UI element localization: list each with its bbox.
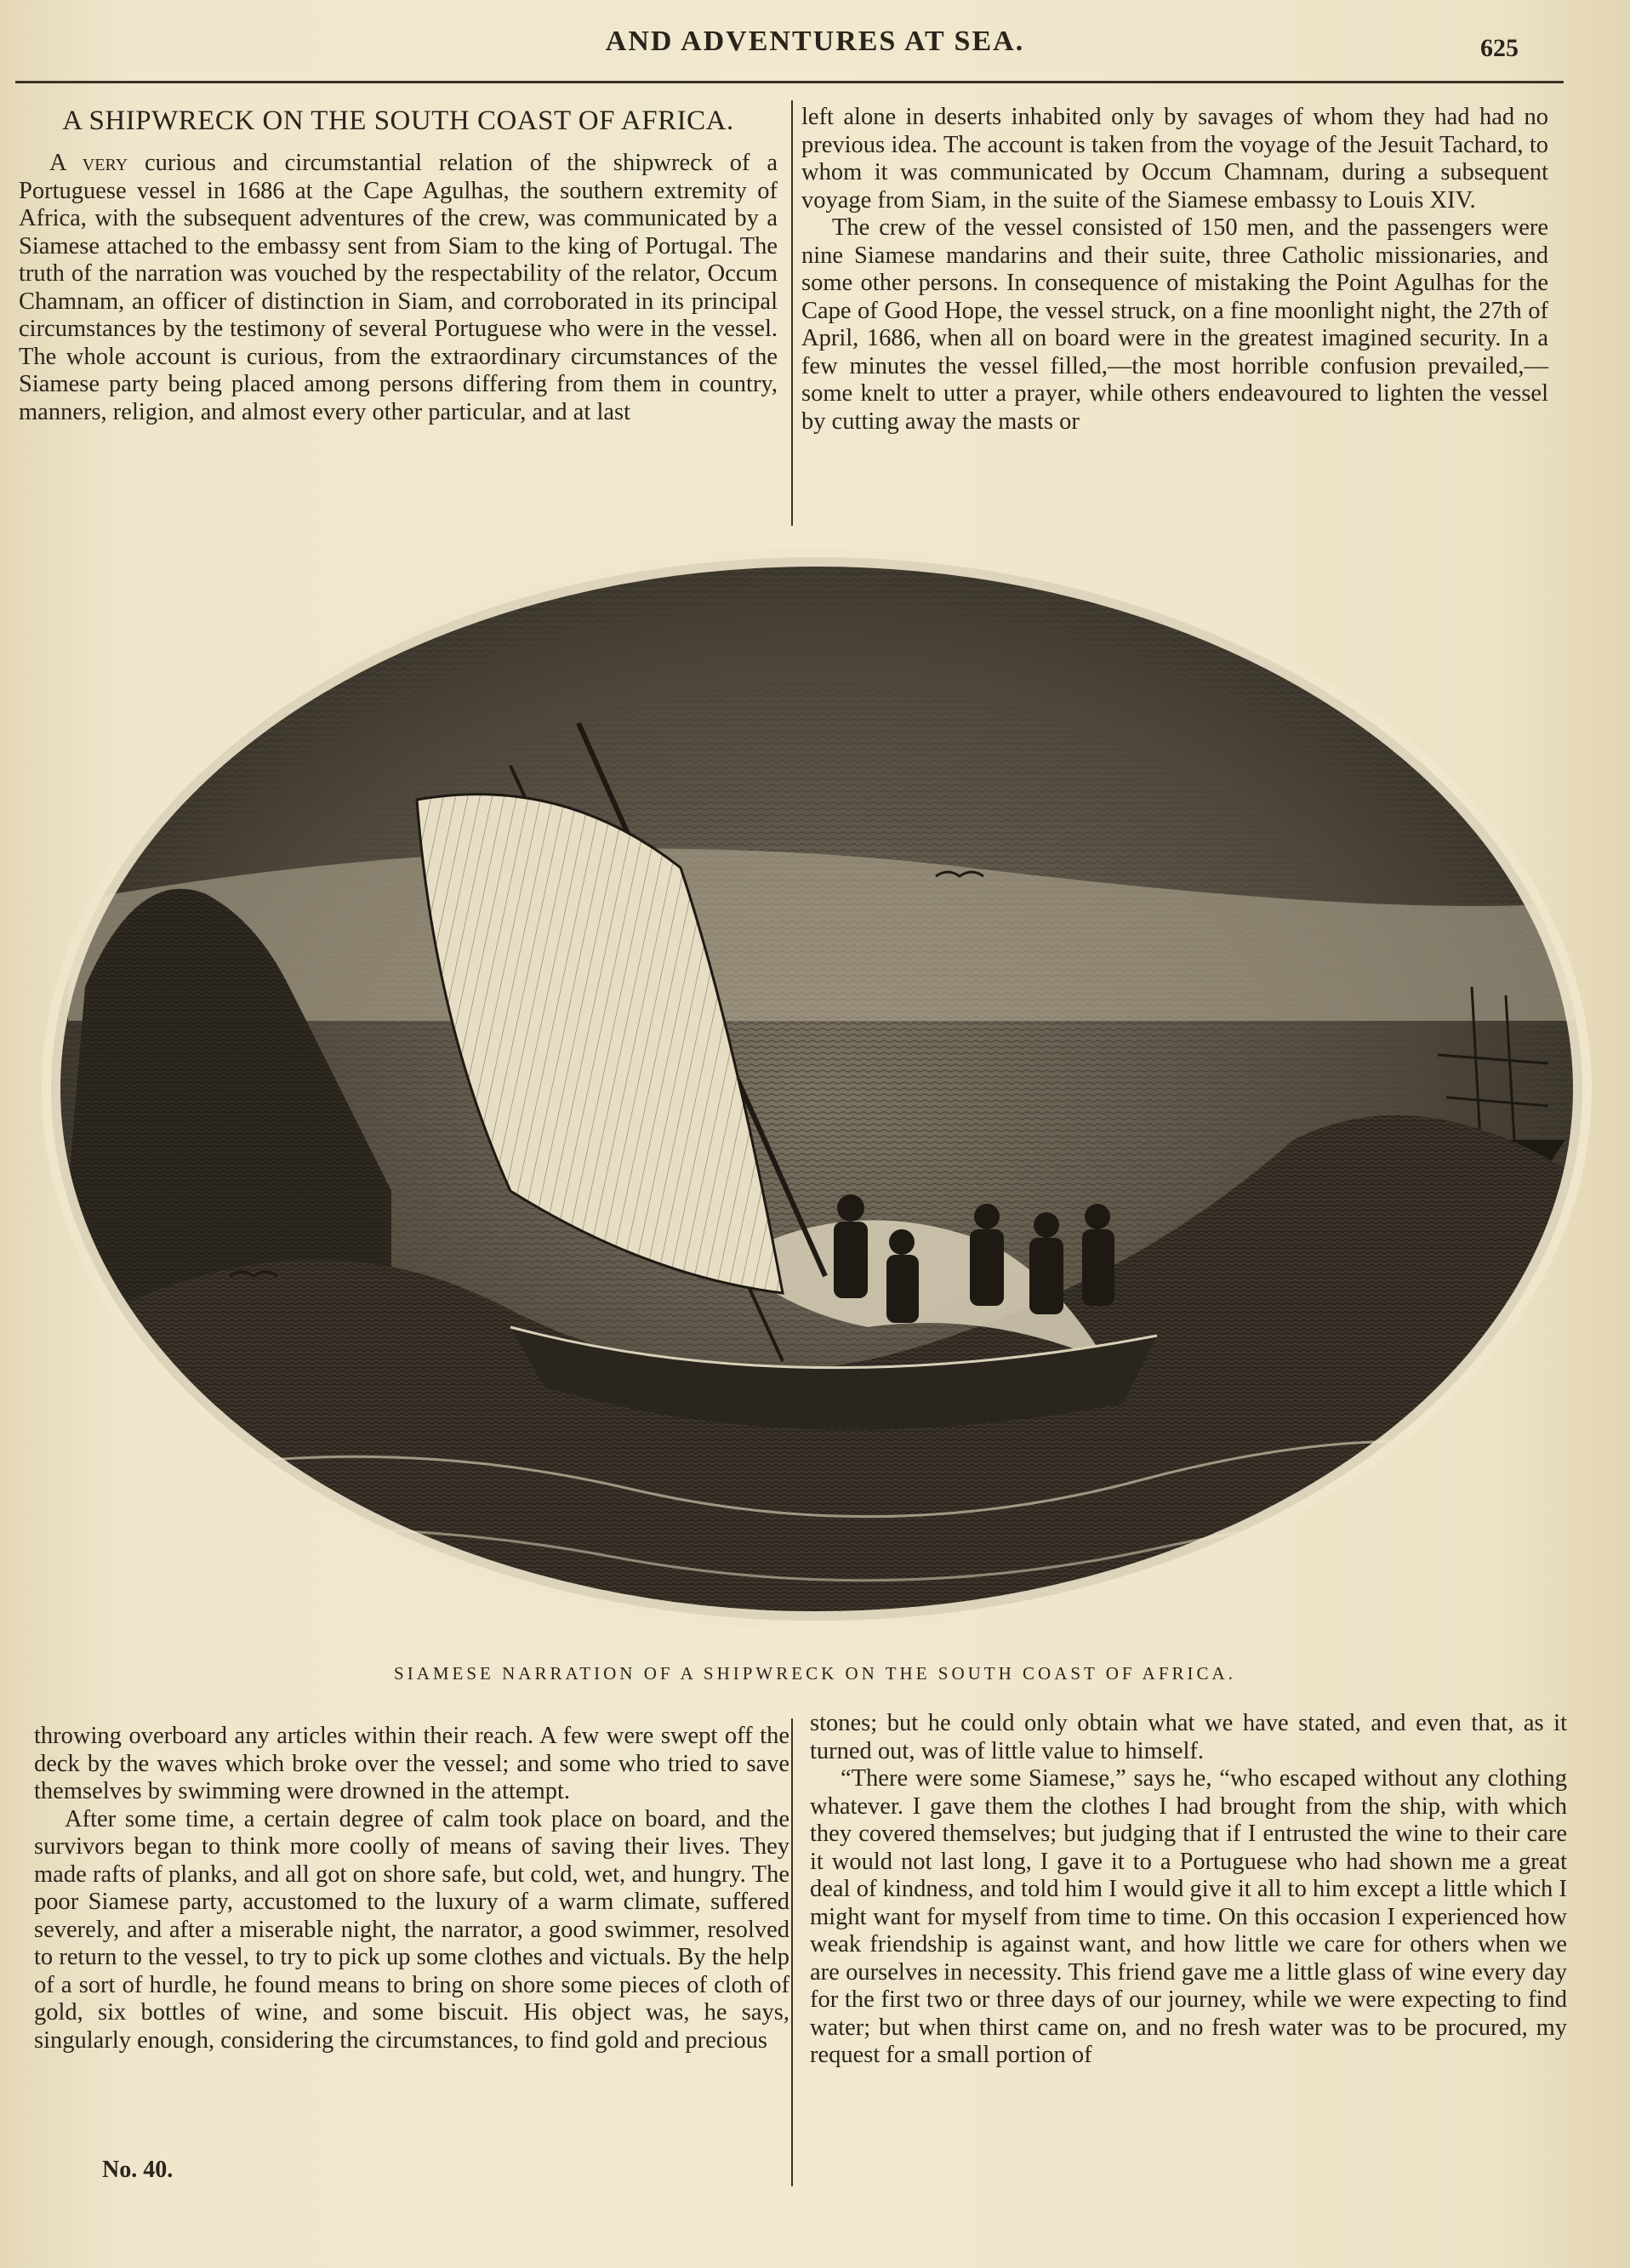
running-title: AND ADVENTURES AT SEA. — [605, 26, 1025, 57]
article-paragraph: stones; but he could only obtain what we have stated, and even that, as it turned out, was of little value to himself. — [810, 1710, 1567, 1764]
lower-column-divider — [791, 1718, 793, 2186]
page-number: 625 — [1480, 34, 1519, 62]
upper-right-column — [801, 104, 1548, 436]
drop-lead-words: A very — [49, 150, 128, 176]
article-paragraph: throwing overboard any articles within their reach. A few were swept off the deck by the waves which broke over the vessel; and some who tried to save themselves by swimming were drowned in the attempt. — [34, 1723, 789, 1804]
shipwreck-engraving — [34, 544, 1599, 1642]
upper-column-divider — [791, 100, 793, 526]
article-paragraph: The crew of the vessel consisted of 150 men, and the passengers were nine Siamese mandarins and their suite, three Catholic missionaries, and some other persons. In consequence of mistaking the Point Agulhas for the Cape of Good Hope, the vessel struck, on a fine moonlight night, the 27th of April, 1686, when all on board were in the greatest imagined security. In a few minutes the vessel filled,—the most horrible confusion prevailed,—some knelt to utter a prayer, while others endeavoured to lighten the vessel by cutting away the masts or — [801, 214, 1548, 435]
header-rule — [15, 81, 1564, 83]
illustration-caption: SIAMESE NARRATION OF A SHIPWRECK ON THE SOUTH COAST OF AFRICA. — [394, 1663, 1236, 1684]
issue-number: No. 40. — [102, 2157, 174, 2183]
article-title: A SHIPWRECK ON THE SOUTH COAST OF AFRICA. — [62, 105, 734, 136]
article-paragraph: “There were some Siamese,” says he, “who escaped without any clothing whatever. I gave them the clothes I had brought from the ship, with which they covered themselves; but judging that if I entrusted the wine to their care it would not last long, I gave it to a Portuguese who had shown me a great deal of kindness, and told him I would give it all to him except a little which I might want for myself from time to time. On this occasion I experienced how weak friendship is against want, and how little we care for others when we are ourselves in necessity. This friend gave me a little glass of wine every day for the first two or three days of our journey, while we were expecting to find water; but when thirst came on, and no fresh water was to be procured, my request for a small portion of — [810, 1765, 1567, 2068]
upper-left-column — [19, 104, 778, 426]
article-paragraph: After some time, a certain degree of calm took place on board, and the survivors began to think more coolly of means of saving their lives. They made rafts of planks, and all got on shore safe, but cold, wet, and hungry. The poor Siamese party, accustomed to the luxury of a warm climate, suffered severely, and after a miserable night, the narrator, a good swimmer, resolved to return to the vessel, to try to pick up some clothes and victuals. By the help of a sort of hurdle, he found means to bring on shore some pieces of cloth of gold, six bottles of wine, and some biscuit. His object was, he says, singularly enough, considering the circumstances, to find gold and precious — [34, 1805, 789, 2054]
article-paragraph: left alone in deserts inhabited only by savages of whom they had had no previous idea. The account is taken from the voyage of the Jesuit Tachard, to whom it was communicated by Occum Chamnam, during a subsequent voyage from Siam, in the suite of the Siamese embassy to Louis XIV. — [801, 104, 1548, 214]
lower-right-column — [810, 1710, 1567, 2070]
article-paragraph: curious and circumstantial relation of the shipwreck of a Portuguese vessel in 1686 at the Cape Agulhas, the southern extremity of Africa, with the subsequent adventures of the crew, was communicated by a Siamese attached to the embassy sent from Siam to the king of Portugal. The truth of the narration was vouched by the respectability of the relator, Occum Chamnam, an officer of distinction in Siam, and corroborated in its principal circumstances by the testimony of several Portuguese who were in the vessel. The whole account is curious, from the extraordinary circumstances of the Siamese party being placed among persons differing from them in country, manners, religion, and almost every other particular, and at last — [19, 150, 778, 425]
lower-left-column — [34, 1723, 789, 2054]
